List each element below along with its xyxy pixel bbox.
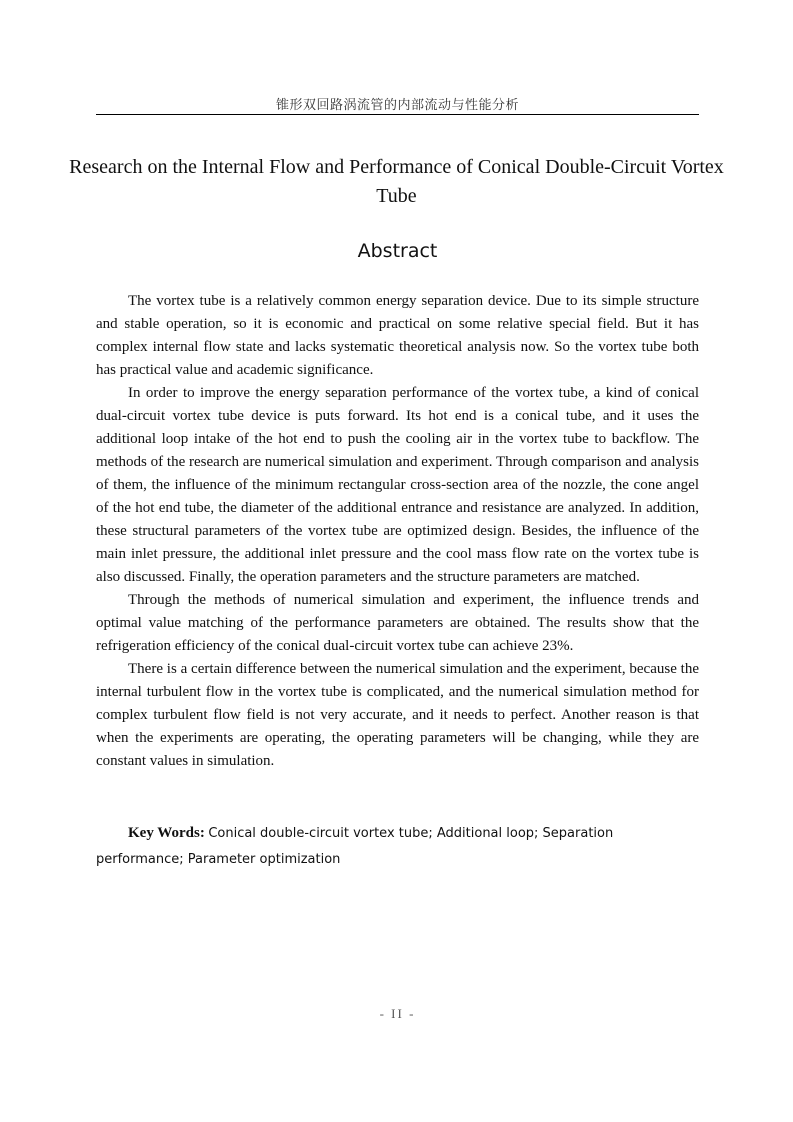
abstract-paragraph: In order to improve the energy separation performance of the vortex tube, a kind of conical dual-circuit vortex tube device is puts forward. Its hot end is a conical tube, and it uses the additional loop intake of the hot end to push the cooling air in the vortex tube to backflow. The methods of the research are numerical simulation and experiment. Through comparison and analysis of them, the influence of the minimum rectangular cross-section area of the nozzle, the cone angel of the hot end tube, the diameter of the additional entrance and resistance are analyzed. In addition, these structural parameters of the vortex tube are optimized design. Besides, the influence of the main inlet pressure, the additional inlet pressure and the cool mass flow rate on the vortex tube is also discussed. Finally, the operation parameters and the structure parameters are matched. xyxy=(96,385,699,585)
page-number: - II - xyxy=(379,1006,416,1021)
thesis-title: Research on the Internal Flow and Performance of Conical Double-Circuit Vortex Tube xyxy=(69,156,724,207)
abstract-heading: Abstract xyxy=(357,240,438,262)
keywords-values: Conical double-circuit vortex tube; Additional loop; Separation performance; Parameter optimization xyxy=(96,826,614,867)
keywords-block xyxy=(96,820,699,873)
header-rule xyxy=(96,114,699,115)
abstract-paragraph: The vortex tube is a relatively common energy separation device. Due to its simple structure and stable operation, so it is economic and practical on some relative special field. But it has complex internal flow state and lacks systematic theoretical analysis now. So the vortex tube both has practical value and academic significance. xyxy=(96,293,699,378)
running-header: 锥形双回路涡流管的内部流动与性能分析 xyxy=(275,98,519,113)
keywords-label: Key Words: xyxy=(128,825,205,841)
abstract-paragraph: Through the methods of numerical simulation and experiment, the influence trends and optimal value matching of the performance parameters are obtained. The results show that the refrigeration efficiency of the conical dual-circuit vortex tube can achieve 23%. xyxy=(96,592,699,654)
abstract-body xyxy=(96,290,699,773)
abstract-paragraph: There is a certain difference between the numerical simulation and the experiment, because the internal turbulent flow in the vortex tube is complicated, and the numerical simulation method for complex turbulent flow field is not very accurate, and it needs to perfect. Another reason is that when the experiments are operating, the operating parameters will be changing, while they are constant values in simulation. xyxy=(96,661,699,769)
